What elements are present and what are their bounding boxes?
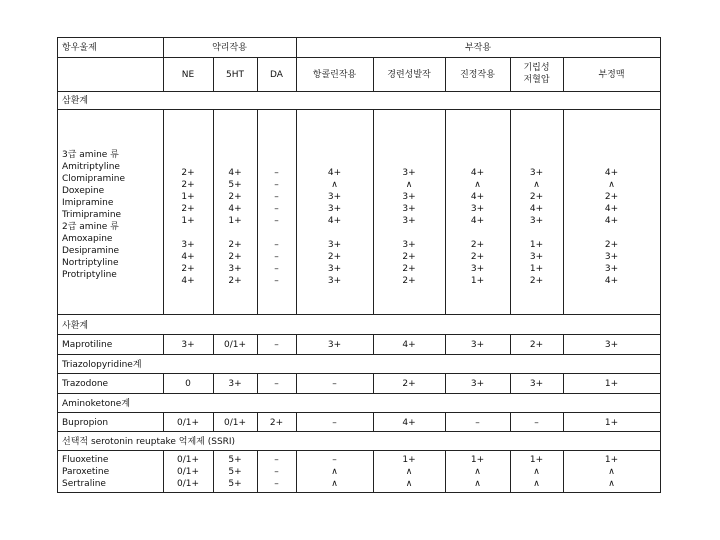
ssri-ne-values: 0/1+ 0/1+ 0/1+ bbox=[176, 455, 200, 489]
tetracyclic-ne: 3+ bbox=[181, 340, 195, 350]
triazolo-seizure: 2+ bbox=[402, 379, 416, 389]
rule-amino-title bbox=[58, 412, 660, 413]
aminoketone-hypotension: – bbox=[534, 418, 539, 428]
rule-triazolo-row bbox=[58, 393, 660, 394]
ssri-hypotension-values: 1+ ∧ ∧ bbox=[529, 455, 544, 489]
rule-amino-row bbox=[58, 431, 660, 432]
tetracyclic-da: – bbox=[274, 340, 279, 350]
rule-tricyclic-bottom bbox=[58, 314, 660, 315]
section-title-tetracyclic: 사환계 bbox=[62, 321, 89, 331]
ssri-drug-names: Fluoxetine Paroxetine Sertraline bbox=[62, 455, 110, 489]
header-5ht: 5HT bbox=[226, 70, 244, 80]
header-side-effects: 부작용 bbox=[464, 43, 492, 53]
tricyclic-5ht-values: 4+ 5+ 2+ 4+ 1+ 2+ 2+ 3+ 2+ bbox=[228, 168, 242, 286]
aminoketone-da: 2+ bbox=[269, 418, 284, 428]
aminoketone-ne: 0/1+ bbox=[176, 418, 200, 428]
antidepressant-table bbox=[57, 37, 661, 493]
tetracyclic-drug-name: Maprotiline bbox=[62, 340, 113, 350]
tetracyclic-seizure: 4+ bbox=[402, 340, 416, 350]
tetracyclic-5ht: 0/1+ bbox=[223, 340, 247, 350]
header-orthostatic-hypotension: 기립성 저혈압 bbox=[523, 63, 550, 85]
triazolo-5ht: 3+ bbox=[228, 379, 242, 389]
tricyclic-arrhythmia-values: 4+ ∧ 2+ 4+ 4+ 2+ 3+ 3+ 4+ bbox=[604, 168, 619, 286]
triazolo-da: – bbox=[274, 379, 279, 389]
aminoketone-sedation: – bbox=[475, 418, 480, 428]
rule-header-top bbox=[58, 57, 660, 58]
tricyclic-sedation-values: 4+ ∧ 4+ 3+ 4+ 2+ 2+ 3+ 1+ bbox=[470, 168, 485, 286]
triazolo-sedation: 3+ bbox=[470, 379, 485, 389]
triazolo-drug-name: Trazodone bbox=[62, 379, 109, 389]
tricyclic-ne-values: 2+ 2+ 1+ 2+ 1+ 3+ 4+ 2+ 4+ bbox=[181, 168, 195, 286]
aminoketone-seizure: 4+ bbox=[402, 418, 416, 428]
rule-ssri-title bbox=[58, 450, 660, 451]
rule-triazolo-title bbox=[58, 373, 660, 374]
tricyclic-anticholinergic-values: 4+ ∧ 3+ 3+ 4+ 3+ 2+ 3+ 3+ bbox=[327, 168, 342, 286]
header-da: DA bbox=[270, 70, 283, 80]
ssri-anticholinergic-values: – ∧ ∧ bbox=[331, 455, 338, 489]
rule-header-bottom bbox=[58, 91, 660, 92]
ssri-arrhythmia-values: 1+ ∧ ∧ bbox=[604, 455, 619, 489]
ssri-sedation-values: 1+ ∧ ∧ bbox=[470, 455, 485, 489]
header-sedation: 진정작용 bbox=[460, 70, 495, 80]
ssri-5ht-values: 5+ 5+ 5+ bbox=[228, 455, 242, 489]
triazolo-anticholinergic: – bbox=[332, 379, 337, 389]
tricyclic-hypotension-values: 3+ ∧ 2+ 4+ 3+ 1+ 3+ 1+ 2+ bbox=[529, 168, 544, 286]
triazolo-hypotension: 3+ bbox=[529, 379, 544, 389]
tetracyclic-hypotension: 2+ bbox=[529, 340, 544, 350]
aminoketone-5ht: 0/1+ bbox=[223, 418, 247, 428]
tetracyclic-sedation: 3+ bbox=[470, 340, 485, 350]
tricyclic-drug-names: 3급 amine 류 Amitriptyline Clomipramine Doxepine Imipramine Trimipramine 2급 amine 류 Amoxapine Desipramine Nortriptyline Protriptyline bbox=[62, 150, 125, 280]
aminoketone-arrhythmia: 1+ bbox=[604, 418, 619, 428]
aminoketone-anticholinergic: – bbox=[332, 418, 337, 428]
ssri-seizure-values: 1+ ∧ ∧ bbox=[402, 455, 416, 489]
tetracyclic-arrhythmia: 3+ bbox=[604, 340, 619, 350]
ssri-da-values: – – – bbox=[274, 455, 279, 489]
triazolo-ne: 0 bbox=[185, 379, 191, 389]
header-pharmacology: 약리작용 bbox=[212, 43, 247, 53]
rule-tetra-row bbox=[58, 354, 660, 355]
header-ne: NE bbox=[181, 70, 195, 80]
header-drug: 항우울제 bbox=[62, 43, 97, 53]
header-arrhythmia: 부정맥 bbox=[598, 70, 625, 80]
triazolo-arrhythmia: 1+ bbox=[604, 379, 619, 389]
aminoketone-drug-name: Bupropion bbox=[62, 418, 109, 428]
section-title-tricyclic: 삼환계 bbox=[62, 96, 89, 106]
tetracyclic-anticholinergic: 3+ bbox=[327, 340, 342, 350]
section-title-aminoketone: Aminoketone계 bbox=[62, 399, 131, 409]
header-seizure: 경련성발작 bbox=[387, 70, 431, 80]
section-title-ssri: 선택적 serotonin reuptake 억제제 (SSRI) bbox=[62, 437, 236, 447]
section-title-triazolopyridine: Triazolopyridine계 bbox=[62, 360, 142, 370]
rule-tetra-title bbox=[58, 334, 660, 335]
rule-tricyclic-title bbox=[58, 109, 660, 110]
tricyclic-seizure-values: 3+ ∧ 3+ 3+ 3+ 3+ 2+ 2+ 2+ bbox=[402, 168, 416, 286]
tricyclic-da-values: – – – – – – – – – bbox=[274, 168, 279, 286]
header-anticholinergic: 항콜린작용 bbox=[312, 70, 357, 80]
